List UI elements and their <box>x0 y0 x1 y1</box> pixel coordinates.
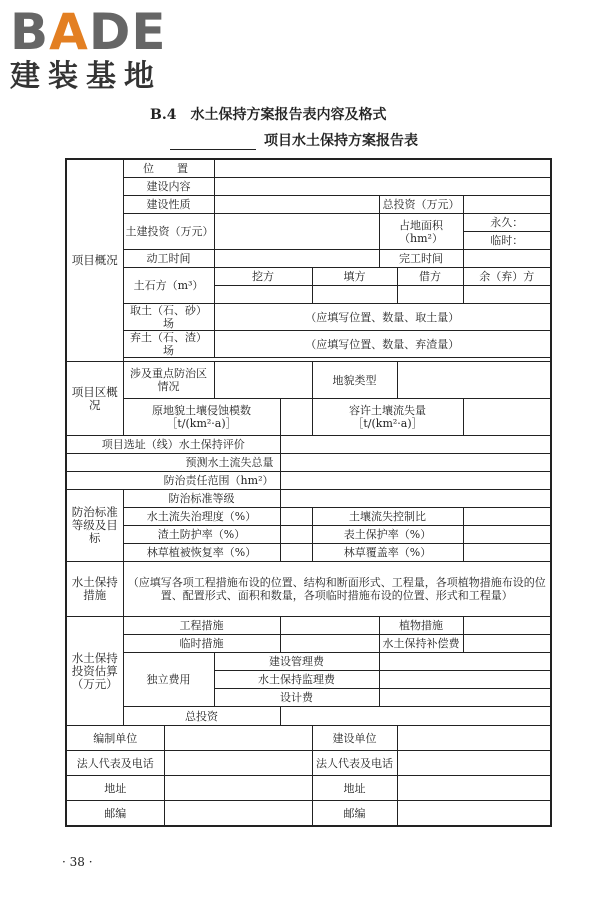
label-control-degree: 水土流失治理度（%） <box>123 508 280 526</box>
field-borrow-site[interactable]: （应填写位置、数量、取土量） <box>214 304 551 331</box>
field-address-build[interactable] <box>397 776 551 801</box>
form-title-text: 项目水土保持方案报告表 <box>264 133 418 149</box>
label-prep-unit: 编制单位 <box>66 726 164 751</box>
label-topsoil-rate: 表土保护率（%） <box>312 526 463 544</box>
table-row <box>66 159 551 178</box>
field-nature[interactable] <box>214 196 379 214</box>
section-heading <box>150 104 386 124</box>
label-slag-rate: 渣土防护率（%） <box>123 526 280 544</box>
field-responsibility-area[interactable] <box>280 472 551 490</box>
section-measures: 水土保持措施 <box>66 562 123 617</box>
label-location: 位 置 <box>123 159 214 178</box>
table-row <box>66 751 551 776</box>
field-plant-measures[interactable] <box>463 617 551 635</box>
label-key-area: 涉及重点防治区情况 <box>123 362 214 399</box>
report-form-table <box>65 158 552 827</box>
field-fill[interactable] <box>312 286 397 304</box>
label-compensation-fee: 水土保持补偿费 <box>379 635 463 653</box>
field-legal-rep-build[interactable] <box>397 751 551 776</box>
field-vegetation-cover[interactable] <box>463 544 551 562</box>
section-project: 项目概况 <box>66 159 123 362</box>
field-supervision-fee[interactable] <box>379 671 551 689</box>
field-management-fee[interactable] <box>379 653 551 671</box>
section-title: 水土保持方案报告表内容及格式 <box>190 107 387 123</box>
label-borrow-site: 取土（石、砂）场 <box>123 304 214 331</box>
label-temporary-measures: 临时措施 <box>123 635 280 653</box>
table-row <box>66 726 551 751</box>
logo-text: BADE <box>10 3 167 61</box>
label-nature: 建设性质 <box>123 196 214 214</box>
field-vegetation-restore[interactable] <box>280 544 312 562</box>
table-row <box>66 472 551 490</box>
field-compensation-fee[interactable] <box>463 635 551 653</box>
field-surplus[interactable] <box>463 286 551 304</box>
label-engineering-measures: 工程措施 <box>123 617 280 635</box>
field-site-evaluation[interactable] <box>280 436 551 454</box>
table-row <box>66 801 551 827</box>
table-row <box>66 776 551 801</box>
project-name-blank[interactable] <box>170 135 256 150</box>
label-total-investment: 总投资（万元） <box>379 196 463 214</box>
label-start-time: 动工时间 <box>123 250 214 268</box>
field-predicted-loss[interactable] <box>280 454 551 472</box>
label-address-prep: 地址 <box>66 776 164 801</box>
field-spoil-site[interactable]: （应填写位置、数量、弃渣量） <box>214 331 551 358</box>
field-key-area[interactable] <box>214 362 312 399</box>
form-title <box>170 130 418 150</box>
table-row <box>66 304 551 331</box>
table-row <box>66 617 551 635</box>
brand-logo <box>10 3 175 94</box>
table-row <box>66 635 551 653</box>
label-civil-investment: 土建投资（万元） <box>123 214 214 250</box>
field-landform[interactable] <box>397 362 551 399</box>
field-borrow[interactable] <box>397 286 463 304</box>
table-row <box>66 196 551 214</box>
label-borrow: 借方 <box>397 268 463 286</box>
label-postcode-build: 邮编 <box>312 801 397 827</box>
label-fill: 填方 <box>312 268 397 286</box>
field-control-degree[interactable] <box>280 508 312 526</box>
label-surplus: 余（弃）方 <box>463 268 551 286</box>
table-row <box>66 214 551 232</box>
label-allowable-loss <box>312 399 463 436</box>
label-site-evaluation: 项目选址（线）水土保持评价 <box>66 436 280 454</box>
label-landform: 地貌类型 <box>312 362 397 399</box>
table-row <box>66 268 551 286</box>
label-content: 建设内容 <box>123 178 214 196</box>
field-engineering-measures[interactable] <box>280 617 379 635</box>
field-total-investment-estimate[interactable] <box>280 707 551 726</box>
logo-word <box>10 3 175 61</box>
label-design-fee: 设计费 <box>214 689 379 707</box>
label-build-unit: 建设单位 <box>312 726 397 751</box>
table-row <box>66 562 551 617</box>
field-content[interactable] <box>214 178 551 196</box>
label-supervision-fee: 水土保持监理费 <box>214 671 379 689</box>
table-row <box>66 490 551 508</box>
field-loss-ratio[interactable] <box>463 508 551 526</box>
table-row <box>66 399 551 436</box>
label-spoil-site: 弃土（石、渣）场 <box>123 331 214 358</box>
label-vegetation-restore: 林草植被恢复率（%） <box>123 544 280 562</box>
field-allowable-loss[interactable] <box>463 399 551 436</box>
field-temporary-measures[interactable] <box>280 635 379 653</box>
table-row <box>66 331 551 358</box>
logo-chinese: 建装基地 <box>10 59 162 94</box>
table-row <box>66 508 551 526</box>
field-legal-rep-prep[interactable] <box>164 751 312 776</box>
table-row <box>66 526 551 544</box>
label-postcode-prep: 邮编 <box>66 801 164 827</box>
field-measures[interactable]: （应填写各项工程措施布设的位置、结构和断面形式、工程量，各项植物措施布设的位置、配置形式、面积和数量，各项临时措施布设的位置、形式和工程量） <box>123 562 551 617</box>
label-loss-ratio: 土壤流失控制比 <box>312 508 463 526</box>
table-row <box>66 707 551 726</box>
field-build-unit[interactable] <box>397 726 551 751</box>
erosion-modulus-text: 原地貌土壤侵蚀模数 <box>152 404 251 417</box>
field-prep-unit[interactable] <box>164 726 312 751</box>
field-topsoil-rate[interactable] <box>463 526 551 544</box>
field-end-time[interactable] <box>463 250 551 268</box>
field-slag-rate[interactable] <box>280 526 312 544</box>
section-area: 项目区概况 <box>66 362 123 436</box>
label-management-fee: 建设管理费 <box>214 653 379 671</box>
label-responsibility-area: 防治责任范围（hm²） <box>66 472 280 490</box>
label-vegetation-cover: 林草覆盖率（%） <box>312 544 463 562</box>
field-erosion-modulus[interactable] <box>280 399 312 436</box>
field-start-time[interactable] <box>214 250 379 268</box>
page-number: · 38 · <box>62 855 93 869</box>
label-temporary: 临时： <box>463 232 551 250</box>
table-row <box>66 178 551 196</box>
label-standard-level: 防治标准等级 <box>123 490 280 508</box>
label-land-area: 占地面积（hm²） <box>379 214 463 250</box>
field-civil-investment[interactable] <box>214 214 379 250</box>
table-row <box>66 362 551 399</box>
label-legal-rep-prep: 法人代表及电话 <box>66 751 164 776</box>
label-legal-rep-build: 法人代表及电话 <box>312 751 397 776</box>
label-dig: 挖方 <box>214 268 312 286</box>
table-row <box>66 250 551 268</box>
table-row <box>66 436 551 454</box>
table-row <box>66 544 551 562</box>
field-total-investment[interactable] <box>463 196 551 214</box>
field-postcode-prep[interactable] <box>164 801 312 827</box>
section-estimate: 水土保持投资估算（万元） <box>66 617 123 726</box>
label-permanent: 永久： <box>463 214 551 232</box>
allowable-loss-text: 容许土壤流失量 <box>349 404 426 417</box>
label-end-time: 完工时间 <box>379 250 463 268</box>
label-predicted-loss: 预测水土流失总量 <box>66 454 280 472</box>
label-erosion-modulus <box>123 399 280 436</box>
label-address-build: 地址 <box>312 776 397 801</box>
field-postcode-build[interactable] <box>397 801 551 827</box>
field-dig[interactable] <box>214 286 312 304</box>
section-number: B.4 <box>150 107 177 123</box>
section-standard: 防治标准等级及目标 <box>66 490 123 562</box>
label-earthwork: 土石方（m³） <box>123 268 214 304</box>
field-standard-level[interactable] <box>280 490 551 508</box>
label-plant-measures: 植物措施 <box>379 617 463 635</box>
table-row <box>66 454 551 472</box>
field-design-fee[interactable] <box>379 689 551 707</box>
erosion-unit: ［t/(km²·a)］ <box>166 417 237 430</box>
allowable-unit: ［t/(km²·a)］ <box>352 417 423 430</box>
field-location[interactable] <box>214 159 551 178</box>
table-row <box>66 653 551 671</box>
field-address-prep[interactable] <box>164 776 312 801</box>
label-independent-cost: 独立费用 <box>123 653 214 707</box>
label-total-investment-estimate: 总投资 <box>123 707 280 726</box>
